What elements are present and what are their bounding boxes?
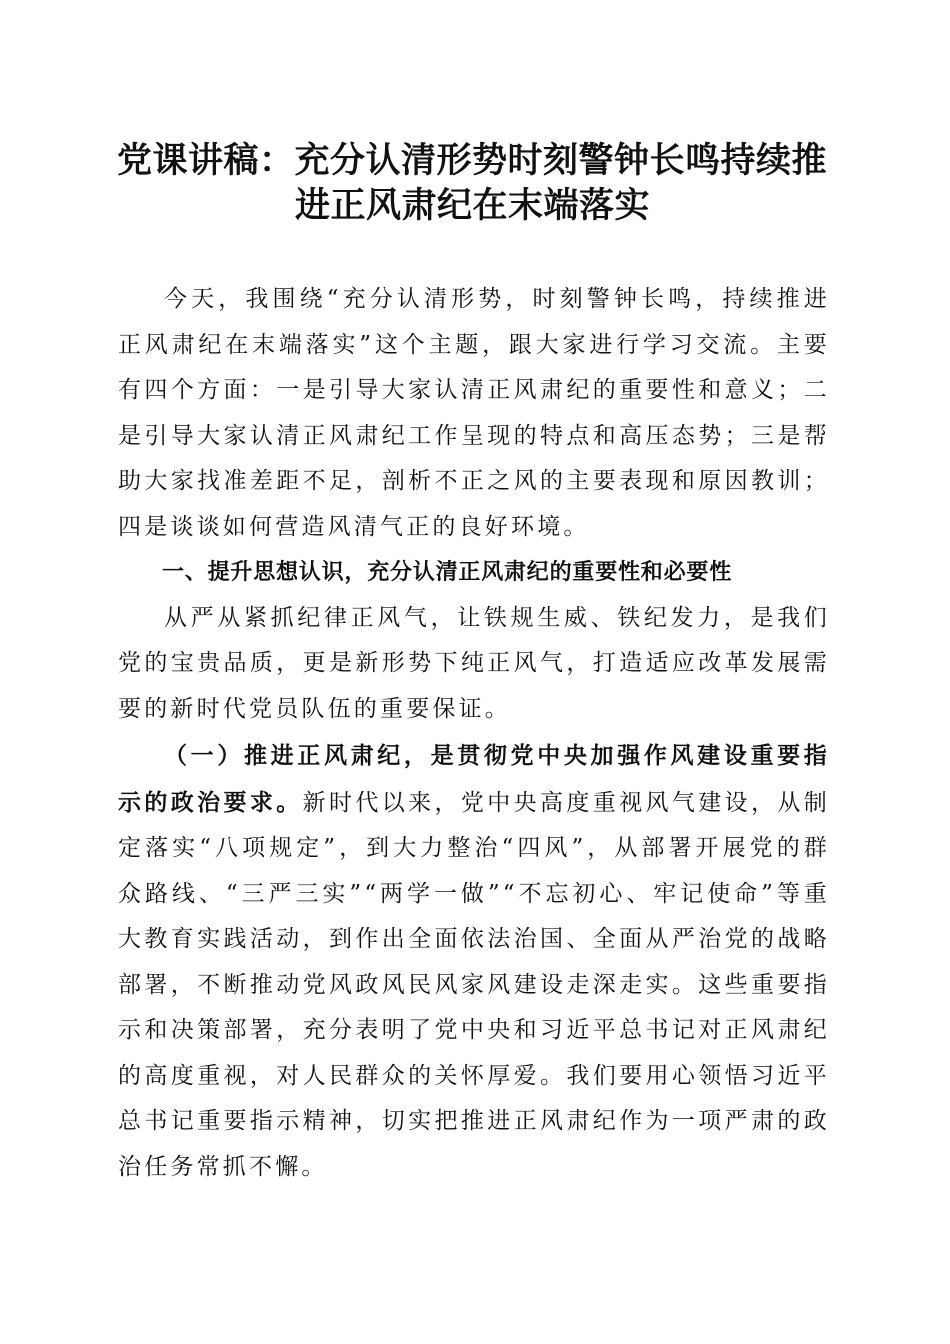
document-title-line-1: 党课讲稿：充分认清形势时刻警钟长鸣持续推 bbox=[117, 140, 828, 181]
document-body bbox=[118, 277, 830, 1190]
subsection-1-body: 新时代以来，党中央高度重视风气建设，从制定落实“八项规定”，到大力整治“四风”，从部署开展党的群众路线、“三严三实”“两学一做”“不忘初心、牢记使命”等重大教育实践活动，到作出全面依法治国、全面从严治党的战略部署，不断推动党风政风民风家风建设走深走实。这些重要指示和决策部署，充分表明了党中央和习近平总书记对正风肃纪的高度重视，对人民群众的关怀厚爱。我们要用心领悟习近平总书记重要指示精神，切实把推进正风肃纪作为一项严肃的政治任务常抓不懈。 bbox=[118, 789, 830, 1180]
intro-paragraph: 今天，我围绕“充分认清形势，时刻警钟长鸣，持续推进正风肃纪在末端落实”这个主题，跟大家进行学习交流。主要有四个方面：一是引导大家认清正风肃纪的重要性和意义；二是引导大家认清正风肃纪工作呈现的特点和高压态势；三是帮助大家找准差距不足，剖析不正之风的主要表现和原因教训；四是谈谈如何营造风清气正的良好环境。 bbox=[118, 286, 830, 540]
subsection-1-paragraph bbox=[118, 733, 830, 1190]
subsection-1-lead: （一）推进正风肃纪，是贯彻党中央加强作风建设重要指示的政治要求。 bbox=[118, 742, 830, 816]
section-1-paragraph: 从严从紧抓纪律正风气，让铁规生威、铁纪发力，是我们党的宝贵品质，更是新形势下纯正风气，打造适应改革发展需要的新时代党员队伍的重要保证。 bbox=[118, 604, 830, 722]
document-title-line-2: 进正风肃纪在末端落实 bbox=[295, 185, 651, 226]
section-1-heading: 一、提升思想认识，充分认清正风肃纪的重要性和必要性 bbox=[162, 560, 733, 585]
